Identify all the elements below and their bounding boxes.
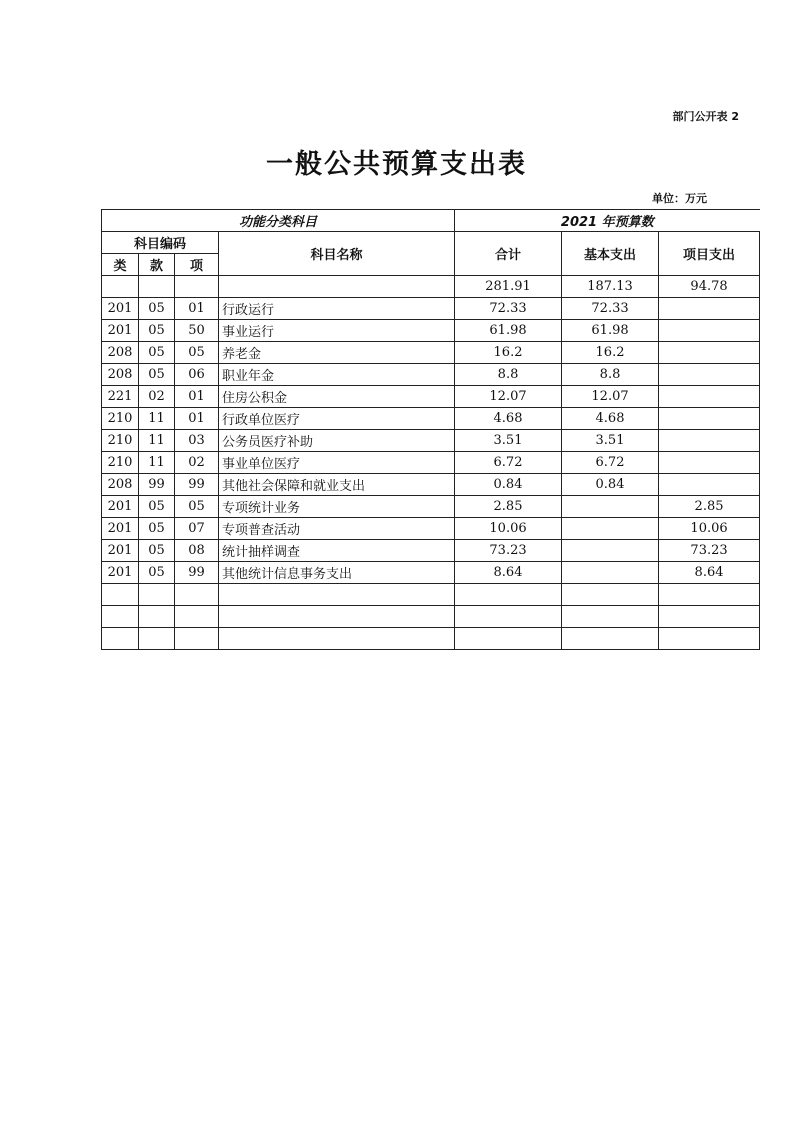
cell-name: 行政单位医疗 xyxy=(219,408,455,430)
cell-section: 05 xyxy=(139,298,175,320)
cell-name: 行政运行 xyxy=(219,298,455,320)
table-row xyxy=(102,496,760,518)
cell-item: 01 xyxy=(175,386,219,408)
cell-project xyxy=(659,628,760,650)
cell-name xyxy=(219,584,455,606)
cell-section: 05 xyxy=(139,342,175,364)
cell-project xyxy=(659,606,760,628)
cell-class: 210 xyxy=(102,408,139,430)
cell-section: 11 xyxy=(139,430,175,452)
cell-class: 201 xyxy=(102,518,139,540)
cell-basic xyxy=(562,496,659,518)
totals-name xyxy=(219,276,455,298)
cell-name: 统计抽样调查 xyxy=(219,540,455,562)
cell-project xyxy=(659,452,760,474)
cell-project xyxy=(659,386,760,408)
cell-item: 06 xyxy=(175,364,219,386)
cell-class: 201 xyxy=(102,496,139,518)
totals-basic: 187.13 xyxy=(562,276,659,298)
cell-class: 210 xyxy=(102,452,139,474)
cell-project xyxy=(659,298,760,320)
cell-section: 11 xyxy=(139,408,175,430)
cell-total: 8.8 xyxy=(455,364,562,386)
cell-section xyxy=(139,628,175,650)
cell-item xyxy=(175,584,219,606)
cell-basic: 8.8 xyxy=(562,364,659,386)
cell-basic: 6.72 xyxy=(562,452,659,474)
cell-name: 专项统计业务 xyxy=(219,496,455,518)
cell-section: 11 xyxy=(139,452,175,474)
cell-class: 201 xyxy=(102,562,139,584)
cell-basic: 61.98 xyxy=(562,320,659,342)
cell-section: 99 xyxy=(139,474,175,496)
header-project: 项目支出 xyxy=(659,232,760,276)
cell-total: 61.98 xyxy=(455,320,562,342)
cell-item: 05 xyxy=(175,496,219,518)
cell-project xyxy=(659,474,760,496)
cell-section: 05 xyxy=(139,562,175,584)
cell-total: 3.51 xyxy=(455,430,562,452)
cell-class: 201 xyxy=(102,540,139,562)
cell-project: 73.23 xyxy=(659,540,760,562)
cell-item: 99 xyxy=(175,562,219,584)
cell-section: 05 xyxy=(139,320,175,342)
cell-project: 2.85 xyxy=(659,496,760,518)
totals-project: 94.78 xyxy=(659,276,760,298)
cell-class: 201 xyxy=(102,298,139,320)
header-section: 款 xyxy=(139,254,175,276)
cell-item xyxy=(175,628,219,650)
cell-class xyxy=(102,584,139,606)
cell-basic: 16.2 xyxy=(562,342,659,364)
cell-section: 05 xyxy=(139,496,175,518)
cell-class: 208 xyxy=(102,474,139,496)
cell-total: 8.64 xyxy=(455,562,562,584)
cell-project xyxy=(659,342,760,364)
cell-section xyxy=(139,584,175,606)
totals-section xyxy=(139,276,175,298)
header-code: 科目编码 xyxy=(102,232,219,254)
cell-total: 10.06 xyxy=(455,518,562,540)
cell-section: 02 xyxy=(139,386,175,408)
header-total: 合计 xyxy=(455,232,562,276)
header-class: 类 xyxy=(102,254,139,276)
cell-section: 05 xyxy=(139,540,175,562)
budget-table xyxy=(101,209,760,650)
cell-name: 养老金 xyxy=(219,342,455,364)
table-row xyxy=(102,584,760,606)
cell-name: 职业年金 xyxy=(219,364,455,386)
cell-total: 12.07 xyxy=(455,386,562,408)
cell-project xyxy=(659,364,760,386)
table-row xyxy=(102,320,760,342)
cell-name: 事业运行 xyxy=(219,320,455,342)
table-row xyxy=(102,408,760,430)
cell-total: 4.68 xyxy=(455,408,562,430)
cell-total: 72.33 xyxy=(455,298,562,320)
cell-class xyxy=(102,628,139,650)
cell-total xyxy=(455,628,562,650)
header-budget-year: 2021 年预算数 xyxy=(455,210,760,232)
cell-section: 05 xyxy=(139,518,175,540)
header-name: 科目名称 xyxy=(219,232,455,276)
cell-basic: 0.84 xyxy=(562,474,659,496)
totals-total: 281.91 xyxy=(455,276,562,298)
cell-project xyxy=(659,408,760,430)
cell-basic xyxy=(562,518,659,540)
cell-name: 公务员医疗补助 xyxy=(219,430,455,452)
cell-basic: 12.07 xyxy=(562,386,659,408)
cell-project xyxy=(659,584,760,606)
unit-label: 单位：万元 xyxy=(652,192,707,205)
table-row xyxy=(102,430,760,452)
cell-total: 0.84 xyxy=(455,474,562,496)
cell-project: 10.06 xyxy=(659,518,760,540)
cell-item: 05 xyxy=(175,342,219,364)
table-row xyxy=(102,452,760,474)
totals-row xyxy=(102,276,760,298)
cell-total: 73.23 xyxy=(455,540,562,562)
table-row xyxy=(102,540,760,562)
page-title: 一般公共预算支出表 xyxy=(266,149,527,180)
cell-name: 住房公积金 xyxy=(219,386,455,408)
totals-item xyxy=(175,276,219,298)
cell-class: 208 xyxy=(102,342,139,364)
cell-basic xyxy=(562,628,659,650)
table-row xyxy=(102,342,760,364)
cell-project: 8.64 xyxy=(659,562,760,584)
cell-class: 201 xyxy=(102,320,139,342)
cell-project xyxy=(659,430,760,452)
cell-item: 03 xyxy=(175,430,219,452)
cell-total: 6.72 xyxy=(455,452,562,474)
cell-name: 其他社会保障和就业支出 xyxy=(219,474,455,496)
cell-class xyxy=(102,606,139,628)
cell-name xyxy=(219,606,455,628)
header-row-1 xyxy=(102,210,760,232)
cell-basic: 3.51 xyxy=(562,430,659,452)
cell-item: 99 xyxy=(175,474,219,496)
cell-project xyxy=(659,320,760,342)
table-row xyxy=(102,518,760,540)
table-row xyxy=(102,474,760,496)
cell-section: 05 xyxy=(139,364,175,386)
cell-basic xyxy=(562,562,659,584)
cell-total: 16.2 xyxy=(455,342,562,364)
cell-name: 事业单位医疗 xyxy=(219,452,455,474)
header-functional-category: 功能分类科目 xyxy=(102,210,455,232)
cell-item: 02 xyxy=(175,452,219,474)
table-row xyxy=(102,364,760,386)
cell-class: 208 xyxy=(102,364,139,386)
cell-basic xyxy=(562,606,659,628)
cell-total xyxy=(455,606,562,628)
cell-name xyxy=(219,628,455,650)
cell-section xyxy=(139,606,175,628)
table-row xyxy=(102,606,760,628)
cell-total xyxy=(455,584,562,606)
cell-basic: 4.68 xyxy=(562,408,659,430)
table-row xyxy=(102,562,760,584)
cell-item: 07 xyxy=(175,518,219,540)
header-item: 项 xyxy=(175,254,219,276)
cell-item xyxy=(175,606,219,628)
header-row-2 xyxy=(102,232,760,254)
cell-class: 210 xyxy=(102,430,139,452)
cell-basic xyxy=(562,540,659,562)
cell-class: 221 xyxy=(102,386,139,408)
cell-item: 50 xyxy=(175,320,219,342)
page-label: 部门公开表 2 xyxy=(672,110,739,123)
table-row xyxy=(102,386,760,408)
cell-basic xyxy=(562,584,659,606)
cell-name: 其他统计信息事务支出 xyxy=(219,562,455,584)
header-basic: 基本支出 xyxy=(562,232,659,276)
cell-basic: 72.33 xyxy=(562,298,659,320)
cell-item: 08 xyxy=(175,540,219,562)
cell-item: 01 xyxy=(175,408,219,430)
cell-item: 01 xyxy=(175,298,219,320)
table-row xyxy=(102,298,760,320)
cell-name: 专项普查活动 xyxy=(219,518,455,540)
table-row xyxy=(102,628,760,650)
cell-total: 2.85 xyxy=(455,496,562,518)
totals-class xyxy=(102,276,139,298)
